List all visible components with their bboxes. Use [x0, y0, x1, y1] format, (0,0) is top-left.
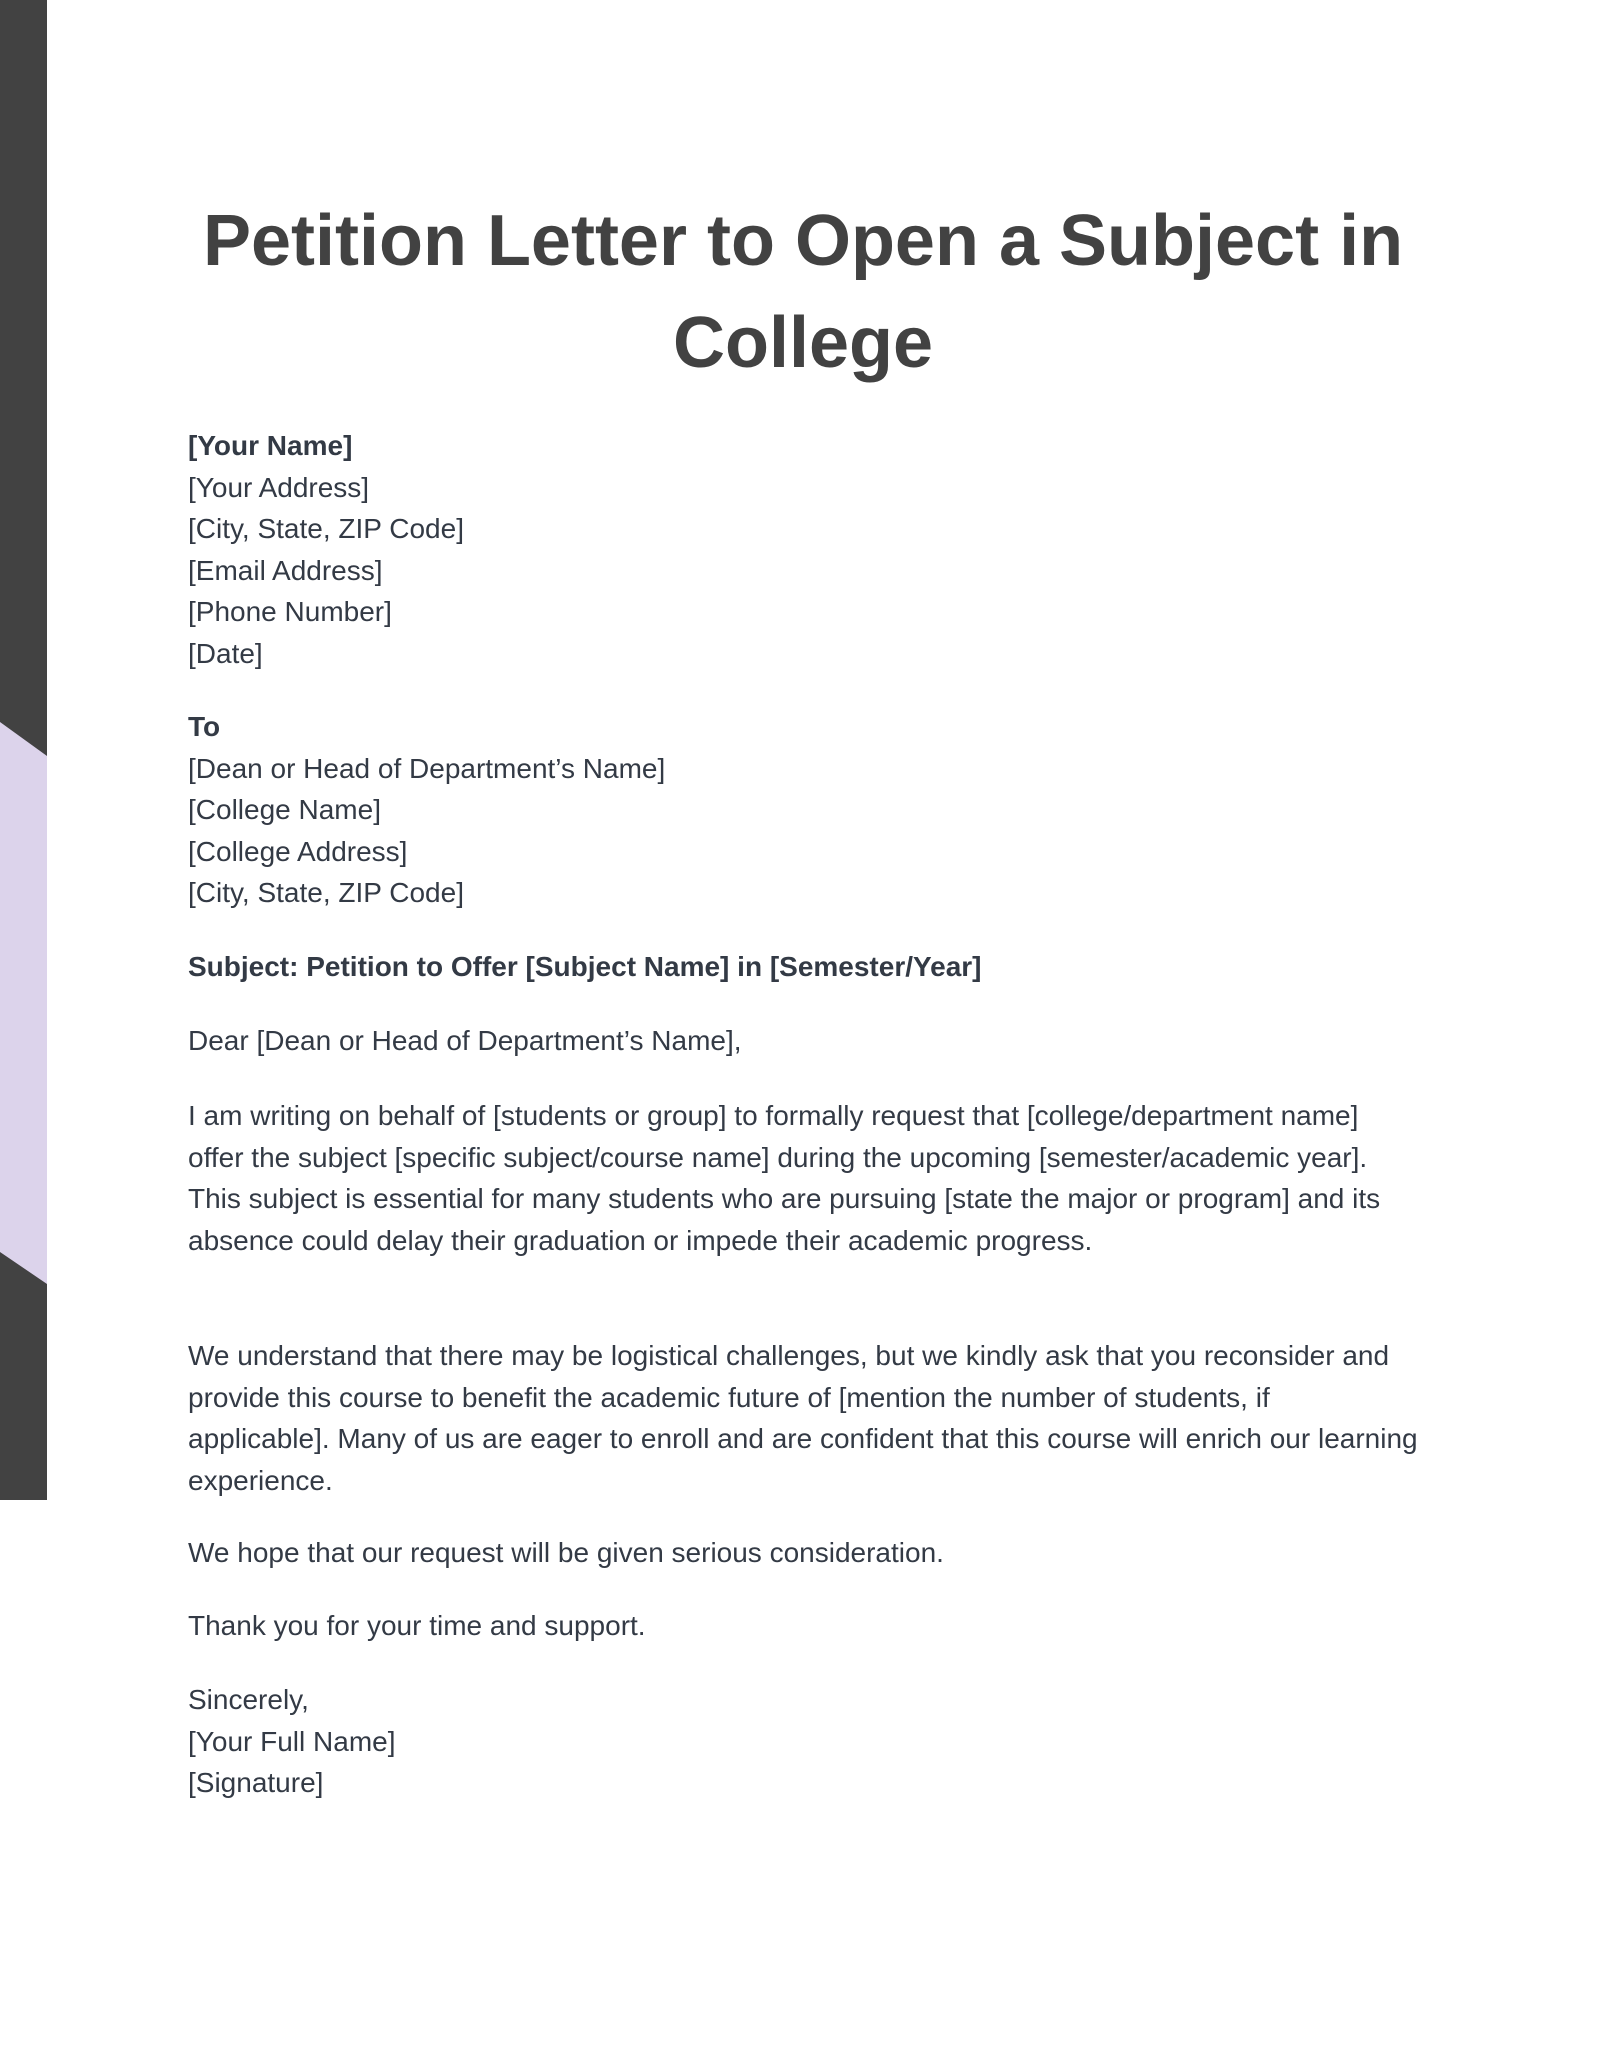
recipient-name: [Dean or Head of Department’s Name] [188, 752, 666, 784]
subject-text: Subject: Petition to Offer [Subject Name] in [Semester/Year] [188, 951, 982, 982]
sender-email: [Email Address] [188, 554, 383, 586]
recipient-college: [College Name] [188, 794, 381, 825]
body-paragraph-3 [188, 1532, 1418, 1574]
body-paragraph-2 [188, 1335, 1418, 1501]
sender-date: [Date] [188, 637, 263, 669]
sender-name: [Your Name] [188, 430, 353, 461]
sender-block [188, 425, 1418, 674]
subject-line [188, 946, 1418, 988]
body-paragraph-1 [188, 1095, 1418, 1261]
valediction: Sincerely, [188, 1684, 309, 1715]
closing-full-name: [Your Full Name] [188, 1725, 396, 1757]
salutation-block [188, 1020, 1418, 1062]
salutation: Dear [Dean or Head of Department’s Name], [188, 1025, 742, 1056]
sender-address: [Your Address] [188, 471, 370, 503]
side-band-accent [0, 722, 47, 1284]
page-title: Petition Letter to Open a Subject in College [202, 201, 1404, 383]
paragraph-text: Thank you for your time and support. [188, 1610, 646, 1641]
paragraph-text: We hope that our request will be given serious consideration. [188, 1537, 944, 1568]
sender-city-state-zip: [City, State, ZIP Code] [188, 513, 464, 544]
closing-signature: [Signature] [188, 1767, 324, 1798]
paragraph-text: I am writing on behalf of [students or group] to formally request that [college/department name] offer the subject [specific subject/course name] during the upcoming [semester/academic year]. This subject is essential for many students who are pursuing [state the major or program] and its absence could delay their graduation or impede their academic progress. [188, 1100, 1381, 1256]
body-paragraph-4 [188, 1605, 1418, 1647]
paragraph-text: We understand that there may be logistical challenges, but we kindly ask that you reconsider and provide this course to benefit the academic future of [mention the number of students, if applicable]. Many of us are eager to enroll and are confident that this course will enrich our learning experience. [188, 1340, 1418, 1496]
recipient-label: To [188, 711, 221, 742]
decorative-side-band [0, 0, 47, 1500]
sender-phone: [Phone Number] [188, 596, 392, 627]
recipient-block [188, 706, 1418, 914]
closing-block [188, 1679, 1418, 1804]
recipient-address: [College Address] [188, 835, 408, 867]
recipient-city-state-zip: [City, State, ZIP Code] [188, 877, 464, 908]
